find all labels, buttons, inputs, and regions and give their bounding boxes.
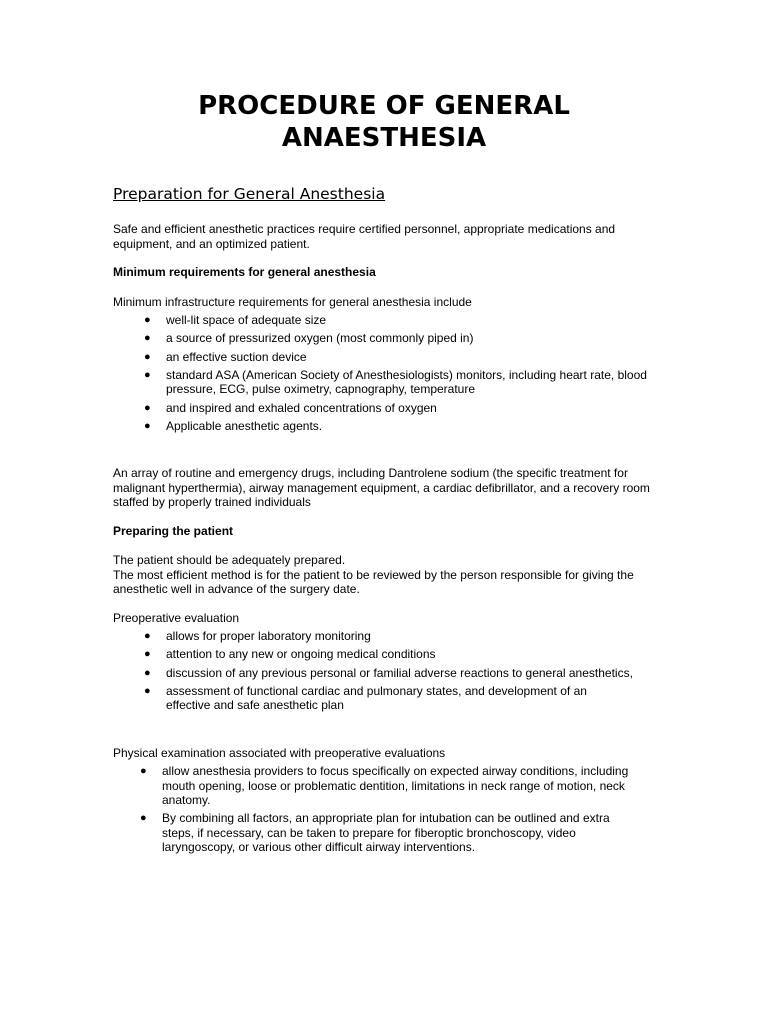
bullet-icon: ● (140, 812, 147, 825)
section-heading: Preparation for General Anesthesia (113, 185, 386, 203)
intro-paragraph: Safe and efficient anesthetic practices require certified personnel, appropriate medications and equipment, and an optimized patient. (113, 222, 616, 251)
list-item: ● By combining all factors, an appropriate plan for intubation can be outlined and extra steps, if necessary, can be taken to prepare for fiberoptic bronchoscopy, video laryngoscopy, or various other difficult airway interventions. (140, 811, 610, 855)
min-requirements-heading: Minimum requirements for general anesthesia (113, 265, 376, 279)
patient-line-1: The patient should be adequately prepared. (113, 553, 346, 567)
bullet-icon: ● (144, 419, 151, 432)
preparing-patient-text (113, 553, 653, 597)
min-requirements-list (144, 313, 656, 437)
bullet-icon: ● (144, 401, 151, 414)
physical-exam-heading: Physical examination associated with preoperative evaluations (113, 746, 446, 760)
bullet-icon: ● (144, 332, 151, 345)
list-item: ● discussion of any previous personal or familial adverse reactions to general anesthetics, (144, 665, 633, 680)
min-requirements-intro: Minimum infrastructure requirements for general anesthesia include (113, 295, 472, 309)
list-item: ● Applicable anesthetic agents. (144, 418, 323, 433)
bullet-icon: ● (144, 630, 151, 642)
bullet-icon: ● (144, 314, 151, 326)
document-title: PROCEDURE OF GENERAL ANAESTHESIA (198, 91, 570, 153)
bullet-icon: ● (144, 684, 151, 697)
list-item: ● attention to any new or ongoing medical conditions (144, 647, 436, 662)
list-item: ● assessment of functional cardiac and pulmonary states, and development of an effective and safe anesthetic plan (144, 683, 587, 713)
preop-evaluation-heading: Preoperative evaluation (113, 611, 240, 625)
list-item: ● and inspired and exhaled concentrations of oxygen (144, 400, 437, 415)
physical-exam-list (140, 764, 662, 859)
drugs-paragraph: An array of routine and emergency drugs, including Dantrolene sodium (the specific treatment for malignant hyperthermia), airway management equipment, a cardiac defibrillator, and a recovery room staffed by properly trained individuals (113, 466, 650, 509)
bullet-icon: ● (144, 648, 151, 661)
list-item: ● allow anesthesia providers to focus specifically on expected airway conditions, including mouth opening, loose or problematic dentition, limitations in neck range of motion, neck anatomy. (140, 764, 629, 807)
list-item: ● well-lit space of adequate size (144, 313, 327, 327)
list-item: ● standard ASA (American Society of Anesthesiologists) monitors, including heart rate, blood pressure, ECG, pulse oximetry, capnography, temperature (144, 367, 647, 397)
bullet-icon: ● (144, 368, 151, 381)
preparing-patient-heading: Preparing the patient (113, 524, 234, 538)
bullet-icon: ● (144, 350, 151, 363)
preop-evaluation-list (144, 629, 666, 717)
list-item: ● an effective suction device (144, 349, 307, 364)
bullet-icon: ● (140, 765, 147, 777)
list-item: ● a source of pressurized oxygen (most commonly piped in) (144, 331, 474, 346)
patient-line-2: The most efficient method is for the patient to be reviewed by the person responsible for giving the anesthetic well in advance of the surgery date. (113, 567, 634, 596)
list-item: ● allows for proper laboratory monitoring (144, 629, 371, 643)
bullet-icon: ● (144, 666, 151, 679)
